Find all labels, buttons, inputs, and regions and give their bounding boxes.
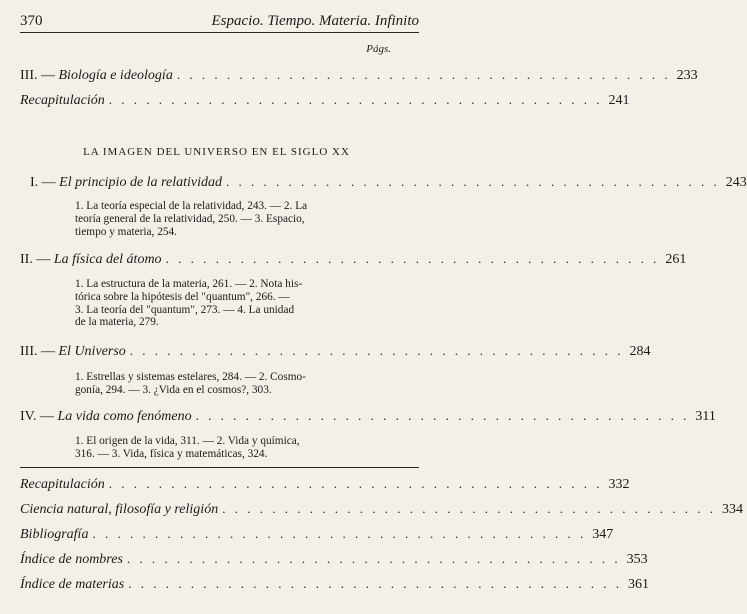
chapter-page: 311 — [695, 409, 716, 424]
chapter-title: III. — El Universo — [20, 344, 126, 359]
running-title: Espacio. Tiempo. Materia. Infinito — [211, 13, 419, 29]
dot-leader: . . . . . . . . . . . . . . . . . . . . . . . . . . . . . . . . . . . . . . . . — [92, 526, 587, 541]
dot-leader: . . . . . . . . . . . . . . . . . . . . . . . . . . . . . . . . . . . . . . . . — [108, 92, 603, 107]
toc-entry-page: 347 — [592, 527, 614, 542]
toc-entry-title: III. — Biología e ideología — [20, 68, 173, 83]
toc-entry-page: 332 — [608, 477, 630, 492]
dot-leader: . . . . . . . . . . . . . . . . . . . . . . . . . . . . . . . . . . . . . . . . — [165, 251, 660, 266]
toc-entry-page: 361 — [627, 577, 649, 592]
toc-entry-page: 353 — [626, 552, 648, 567]
toc-entry — [20, 526, 614, 546]
toc-entry-title: Índice de materias — [20, 577, 125, 592]
dot-leader: . . . . . . . . . . . . . . . . . . . . . . . . . . . . . . . . . . . . . . . . — [128, 576, 622, 591]
chapter-description: 1. El origen de la vida, 311. — 2. Vida y química, 316. — 3. Vida, física y matemáticas, 324. — [75, 435, 300, 460]
dot-leader: . . . . . . . . . . . . . . . . . . . . . . . . . . . . . . . . . . . . . . . . — [225, 174, 720, 189]
toc-entry — [20, 67, 698, 87]
chapter-title: IV. — La vida como fenómeno — [20, 409, 192, 424]
dot-leader: . . . . . . . . . . . . . . . . . . . . . . . . . . . . . . . . . . . . . . . . — [126, 551, 621, 566]
toc-entry — [20, 576, 649, 596]
chapter-page: 284 — [629, 344, 651, 359]
dot-leader: . . . . . . . . . . . . . . . . . . . . . . . . . . . . . . . . . . . . . . . . — [108, 476, 603, 491]
toc-entry-title: Recapitulación — [20, 93, 105, 108]
toc-entry-page: 334 — [721, 502, 743, 517]
chapter-description: 1. La estructura de la materia, 261. — 2. Nota his- tórica sobre la hipótesis del "quantum", 266. — 3. La teoría del "quantum", 273. — 4. La unidad de la materia, 279. — [75, 278, 303, 329]
divider — [20, 467, 419, 468]
chapter-entry — [20, 408, 716, 428]
toc-entry — [20, 92, 630, 112]
chapter-description: 1. Estrellas y sistemas estelares, 284. — 2. Cosmo- gonía, 294. — 3. ¿Vida en el cosmos?, 303. — [75, 371, 306, 396]
chapter-page: 261 — [665, 252, 687, 267]
chapter-page: 243 — [725, 175, 747, 190]
page-number: 370 — [20, 13, 43, 29]
toc-entry-title: Bibliografía — [20, 527, 89, 542]
dot-leader: . . . . . . . . . . . . . . . . . . . . . . . . . . . . . . . . . . . . . . . . — [195, 408, 690, 423]
dot-leader: . . . . . . . . . . . . . . . . . . . . . . . . . . . . . . . . . . . . . . . . — [129, 343, 624, 358]
chapter-entry — [20, 251, 687, 271]
chapter-description: 1. La teoría especial de la relatividad, 243. — 2. La teoría general de la relatividad, 250. — 3. Espacio, tiempo y materia, 254. — [75, 200, 308, 238]
toc-entry-title: Índice de nombres — [20, 552, 123, 567]
dot-leader: . . . . . . . . . . . . . . . . . . . . . . . . . . . . . . . . . . . . . . . . — [222, 501, 716, 516]
toc-entry-title: Recapitulación — [20, 477, 105, 492]
toc-entry — [20, 551, 648, 571]
toc-entry-page: 233 — [676, 68, 698, 83]
section-title: LA IMAGEN DEL UNIVERSO EN EL SIGLO XX — [83, 146, 350, 158]
toc-entry — [20, 476, 630, 496]
pages-column-heading: Págs. — [366, 43, 391, 55]
toc-entry-page: 241 — [608, 93, 630, 108]
chapter-entry — [30, 174, 747, 194]
dot-leader: . . . . . . . . . . . . . . . . . . . . . . . . . . . . . . . . . . . . . . . . — [176, 67, 671, 82]
chapter-title: II. — La física del átomo — [20, 252, 162, 267]
page-header — [20, 10, 419, 33]
chapter-entry — [20, 343, 651, 363]
chapter-title: I. — El principio de la relatividad — [30, 175, 222, 190]
toc-entry-title: Ciencia natural, filosofía y religión — [20, 502, 219, 517]
toc-entry — [20, 501, 743, 521]
